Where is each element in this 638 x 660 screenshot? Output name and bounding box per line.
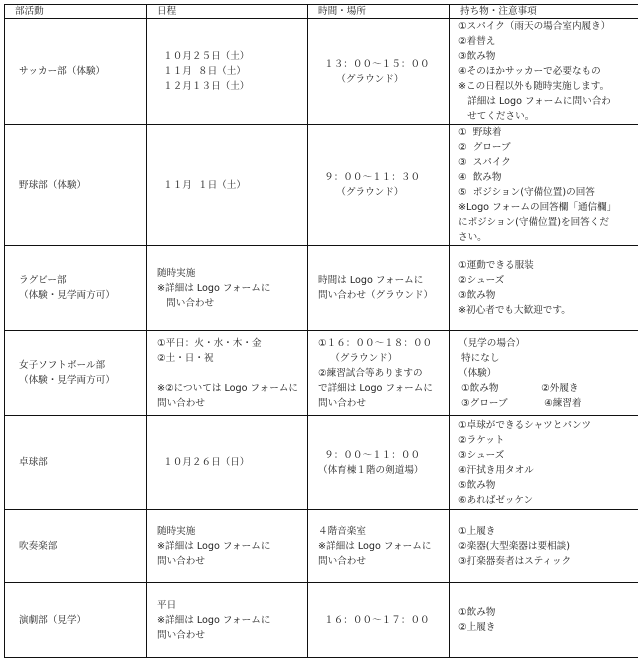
cell-line: 問い合わせ（グラウンド） bbox=[318, 290, 434, 301]
cell-line: ④ 飲み物 bbox=[458, 172, 502, 183]
cell-line: ※この日程以外も随時実施します。 bbox=[458, 81, 610, 92]
cell-line: （体験） bbox=[458, 367, 497, 379]
cell-line: 問い合わせ bbox=[157, 629, 205, 641]
club-activity-table bbox=[4, 4, 638, 658]
cell-line: ① 野球着 bbox=[458, 127, 502, 138]
cell-line: ①平日：火・水・木・金 bbox=[157, 337, 262, 349]
items-cell bbox=[450, 19, 638, 125]
cell-line: ⑥あればゼッケン bbox=[458, 494, 534, 506]
cell-line: ③シューズ bbox=[458, 449, 505, 461]
cell-line: 卓球部 bbox=[19, 457, 48, 468]
cell-line: サッカー部（体験） bbox=[19, 66, 106, 77]
header-time-place: 時間・場所 bbox=[308, 5, 450, 19]
cell-line bbox=[157, 366, 307, 381]
club-cell bbox=[5, 331, 147, 416]
schedule-cell bbox=[147, 583, 308, 658]
header-items: 持ち物・注意事項 bbox=[450, 5, 638, 19]
cell-line: ③飲み物 bbox=[458, 51, 496, 62]
time-place-cell bbox=[308, 125, 450, 246]
cell-line: １１月 １日（土） bbox=[157, 179, 246, 191]
cell-line: せてください。 bbox=[458, 111, 535, 122]
items-cell bbox=[450, 125, 638, 246]
cell-line: 問い合わせ bbox=[318, 397, 366, 409]
cell-line: １０月２５日（土） bbox=[157, 51, 250, 62]
cell-line: （体験・見学両方可） bbox=[19, 290, 115, 301]
cell-line: （体験・見学両方可） bbox=[19, 375, 115, 386]
cell-line: ③打楽器奏者はスティック bbox=[458, 555, 572, 567]
cell-line: １０月２６日（日） bbox=[157, 457, 250, 468]
time-place-cell bbox=[308, 510, 450, 583]
time-place-cell bbox=[308, 246, 450, 331]
club-cell bbox=[5, 19, 147, 125]
cell-line: ※初心者でも大歓迎です。 bbox=[458, 305, 571, 316]
club-cell bbox=[5, 510, 147, 583]
club-cell bbox=[5, 416, 147, 510]
club-cell bbox=[5, 583, 147, 658]
table-row bbox=[5, 583, 638, 658]
cell-line: （グラウンド） bbox=[318, 73, 404, 85]
table-row bbox=[5, 331, 638, 416]
cell-line: ①飲み物 bbox=[458, 607, 496, 618]
cell-line: ②シューズ bbox=[458, 275, 505, 286]
cell-line: １３：００～１５：００ bbox=[318, 58, 430, 70]
schedule-cell bbox=[147, 246, 308, 331]
cell-line: ※②については Logo フォームに bbox=[157, 382, 299, 394]
items-cell bbox=[450, 510, 638, 583]
cell-line: ④そのほかサッカーで必要なもの bbox=[458, 66, 601, 77]
cell-line: 特になし bbox=[458, 352, 500, 364]
cell-line: ②ラケット bbox=[458, 434, 505, 446]
time-place-cell bbox=[308, 416, 450, 510]
cell-line: ①飲み物 ②外履き bbox=[458, 382, 579, 394]
time-place-cell bbox=[308, 583, 450, 658]
cell-line: ①卓球ができるシャツとパンツ bbox=[458, 419, 592, 431]
cell-line: ９：００～１１：３０ bbox=[318, 172, 421, 183]
cell-line: ②上履き bbox=[458, 622, 496, 633]
cell-line: ③飲み物 bbox=[458, 290, 496, 301]
cell-line: ③ スパイク bbox=[458, 157, 511, 168]
club-cell bbox=[5, 246, 147, 331]
header-row bbox=[5, 5, 638, 19]
table-row bbox=[5, 416, 638, 510]
cell-line: 野球部（体験） bbox=[19, 179, 87, 191]
cell-line: ①上履き bbox=[458, 525, 496, 537]
cell-line: （体育棟１階の剣道場） bbox=[318, 464, 424, 476]
cell-line: （見学の場合） bbox=[458, 337, 526, 349]
cell-line: ９：００～１１：００ bbox=[318, 449, 421, 461]
time-place-cell bbox=[308, 19, 450, 125]
cell-line: ※詳細は Logo フォームに bbox=[157, 614, 271, 626]
schedule-cell bbox=[147, 19, 308, 125]
cell-line: 随時実施 bbox=[157, 525, 196, 537]
cell-line: ※詳細は Logo フォームに bbox=[157, 282, 271, 294]
cell-line: ②楽器(大型楽器は要相談) bbox=[458, 540, 571, 552]
cell-line: ④汗拭き用タオル bbox=[458, 464, 534, 476]
cell-line: ※詳細は Logo フォームに bbox=[318, 540, 432, 552]
header-schedule: 日程 bbox=[147, 5, 308, 19]
cell-line: ラグビー部 bbox=[19, 275, 67, 286]
cell-line: ※Logo フォームの回答欄「通信欄」 bbox=[458, 202, 617, 213]
items-cell bbox=[450, 583, 638, 658]
cell-line: で詳細は Logo フォームに bbox=[318, 382, 433, 394]
cell-line: 問い合わせ bbox=[157, 397, 205, 409]
cell-line: １２月１３日（土） bbox=[157, 81, 250, 92]
schedule-cell bbox=[147, 416, 308, 510]
cell-line: ⑤ ポジション(守備位置)の回答 bbox=[458, 187, 595, 198]
cell-line: さい。 bbox=[458, 232, 487, 243]
cell-line: ①スパイク（雨天の場合室内履き） bbox=[458, 21, 611, 32]
cell-line: ※詳細は Logo フォームに bbox=[157, 540, 271, 552]
cell-line: ４階音楽室 bbox=[318, 525, 366, 537]
cell-line: ②着替え bbox=[458, 36, 496, 47]
header-club: 部活動 bbox=[5, 5, 147, 19]
cell-line: ② グローブ bbox=[458, 142, 511, 153]
cell-line: 詳細は Logo フォームに問い合わ bbox=[458, 96, 611, 107]
schedule-cell bbox=[147, 510, 308, 583]
table-row bbox=[5, 510, 638, 583]
cell-line: （グラウンド） bbox=[318, 352, 398, 364]
cell-line: 問い合わせ bbox=[157, 555, 205, 567]
cell-line: 女子ソフトボール部 bbox=[19, 360, 106, 371]
cell-line: ②土・日・祝 bbox=[157, 352, 214, 364]
cell-line: ⑤飲み物 bbox=[458, 479, 496, 491]
cell-line: １６：００～１７：００ bbox=[318, 614, 430, 626]
items-cell bbox=[450, 416, 638, 510]
time-place-cell bbox=[308, 331, 450, 416]
cell-line: 吹奏楽部 bbox=[19, 540, 58, 552]
cell-line: １１月 ８日（土） bbox=[157, 66, 246, 77]
cell-line: ①運動できる服装 bbox=[458, 260, 534, 271]
cell-line: 随時実施 bbox=[157, 267, 196, 279]
items-cell bbox=[450, 246, 638, 331]
cell-line: 問い合わせ bbox=[157, 297, 215, 309]
cell-line: 演劇部（見学） bbox=[19, 614, 87, 626]
table-row bbox=[5, 125, 638, 246]
cell-line: 問い合わせ bbox=[318, 555, 366, 567]
cell-line: 平日 bbox=[157, 599, 177, 611]
cell-line: ②練習試合等ありますの bbox=[318, 367, 423, 379]
cell-line: 時間は Logo フォームに bbox=[318, 275, 424, 286]
cell-line: （グラウンド） bbox=[318, 187, 404, 198]
cell-line: ①１６：００～１８：００ bbox=[318, 337, 433, 349]
items-cell bbox=[450, 331, 638, 416]
schedule-cell bbox=[147, 331, 308, 416]
cell-line: にポジション(守備位置)を回答くだ bbox=[458, 217, 609, 228]
cell-line: ③グローブ ④練習着 bbox=[458, 397, 582, 409]
table-row bbox=[5, 246, 638, 331]
club-cell bbox=[5, 125, 147, 246]
schedule-cell bbox=[147, 125, 308, 246]
table-row bbox=[5, 19, 638, 125]
